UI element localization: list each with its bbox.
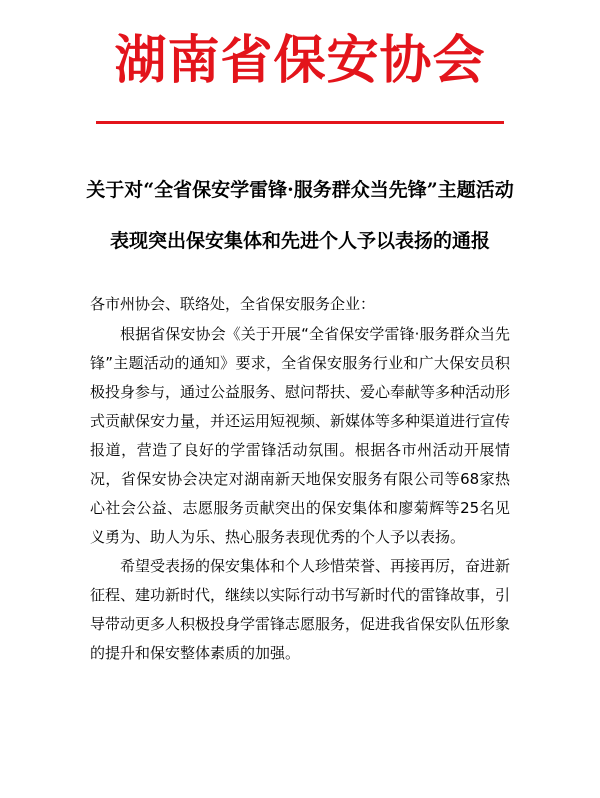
document-body	[90, 290, 510, 668]
body-paragraph-2: 希望受表扬的保安集体和个人珍惜荣誉、再接再厉，奋进新征程、建功新时代，继续以实际行动书写新时代的雷锋故事，引导带动更多人积极投身学雷锋志愿服务，促进我省保安队伍形象的提升和保安整体素质的加强。	[90, 557, 511, 662]
letterhead-red-rule	[96, 121, 504, 124]
body-paragraph-1: 根据省保安协会《关于开展“全省保安学雷锋·服务群众当先锋”主题活动的通知》要求，全省保安服务行业和广大保安员积极投身参与，通过公益服务、慰问帮扶、爱心奉献等多种活动形式贡献保安力量，并还运用短视频、新媒体等多种渠道进行宣传报道，营造了良好的学雷锋活动氛围。根据各市州活动开展情况，省保安协会决定对湖南新天地保安服务有限公司等68家热心社会公益、志愿服务贡献突出的保安集体和廖菊辉等25名见义勇为、助人为乐、热心服务表现优秀的个人予以表扬。	[90, 325, 511, 546]
document-title-line-2: 表现突出保安集体和先进个人予以表扬的通报	[109, 230, 490, 252]
document-title-line-1: 关于对“全省保安学雷锋·服务群众当先锋”主题活动	[86, 179, 514, 201]
salutation: 各市州协会、联络处，全省保安服务企业：	[90, 295, 376, 313]
letterhead-organization: 湖南省保安协会	[114, 30, 486, 91]
